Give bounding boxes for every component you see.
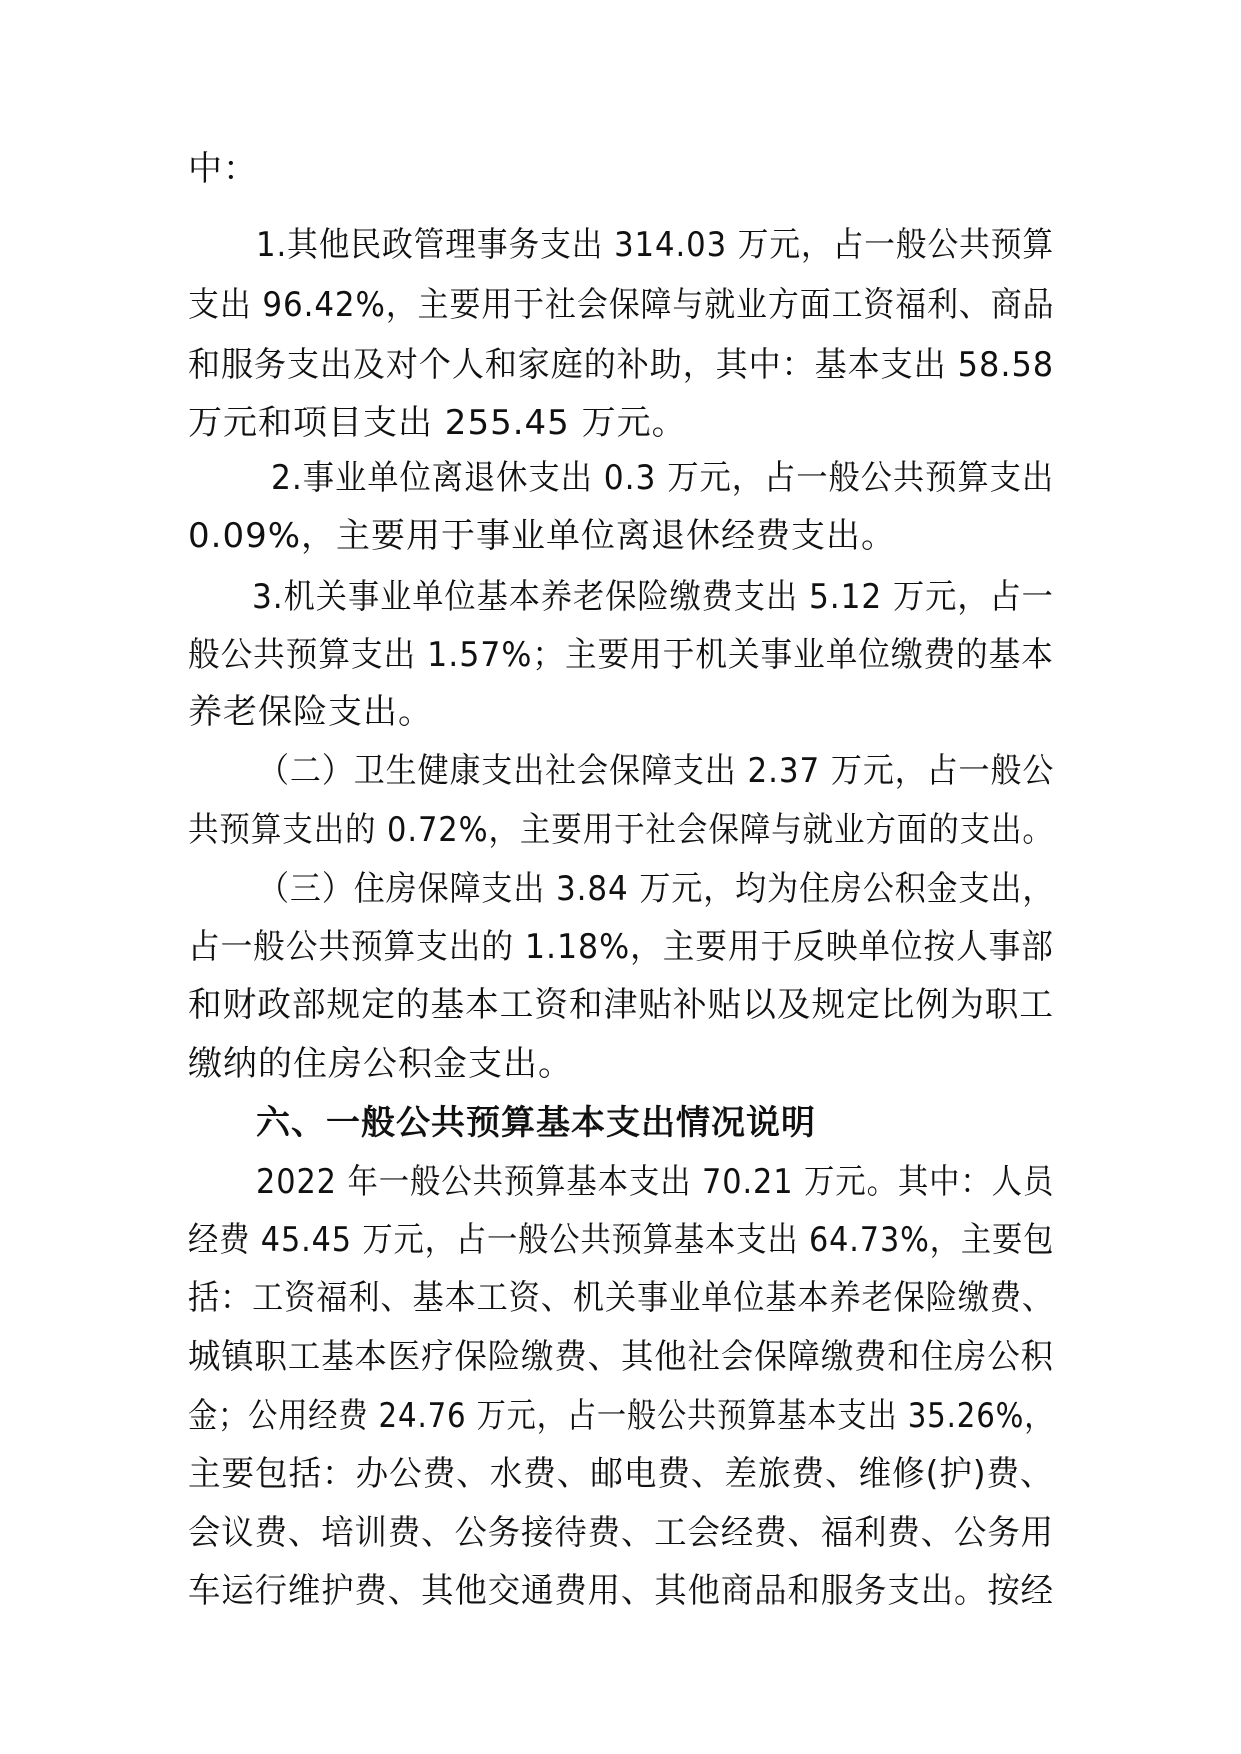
text-line: 0.09%，主要用于事业单位离退休经费支出。 [188, 516, 897, 556]
text-line: 主要包括：办公费、水费、邮电费、差旅费、维修(护)费、 [188, 1454, 1054, 1494]
section-heading: 六、一般公共预算基本支出情况说明 [256, 1103, 816, 1143]
text-line: 2.事业单位离退休支出 0.3 万元，占一般公共预算支出 [271, 458, 1055, 498]
text-line: 1.其他民政管理事务支出 314.03 万元，占一般公共预算 [256, 225, 1054, 265]
text-line: 括：工资福利、基本工资、机关事业单位基本养老保险缴费、 [188, 1278, 1054, 1318]
text-line: 养老保险支出。 [188, 692, 433, 732]
text-line: 缴纳的住房公积金支出。 [188, 1044, 573, 1084]
text-line: 2022 年一般公共预算基本支出 70.21 万元。其中：人员 [256, 1162, 1055, 1202]
text-line: 占一般公共预算支出的 1.18%，主要用于反映单位按人事部 [188, 927, 1054, 967]
text-line: 和服务支出及对个人和家庭的补助，其中：基本支出 58.58 [188, 345, 1055, 385]
text-line: 支出 96.42%，主要用于社会保障与就业方面工资福利、商品 [188, 285, 1055, 325]
text-line: 经费 45.45 万元，占一般公共预算基本支出 64.73%，主要包 [188, 1220, 1055, 1260]
text-line: 万元和项目支出 255.45 万元。 [188, 403, 687, 443]
text-line: 共预算支出的 0.72%，主要用于社会保障与就业方面的支出。 [188, 810, 1054, 850]
text-line: 和财政部规定的基本工资和津贴补贴以及规定比例为职工 [188, 985, 1054, 1025]
text-line: （三）住房保障支出 3.84 万元，均为住房公积金支出， [258, 869, 1055, 909]
text-line: 3.机关事业单位基本养老保险缴费支出 5.12 万元，占一 [252, 577, 1054, 617]
text-line: 车运行维护费、其他交通费用、其他商品和服务支出。按经 [188, 1571, 1054, 1611]
text-line: 金；公用经费 24.76 万元，占一般公共预算基本支出 35.26%， [188, 1396, 1055, 1436]
text-line: （二）卫生健康支出社会保障支出 2.37 万元，占一般公 [258, 751, 1055, 791]
text-line: 会议费、培训费、公务接待费、工会经费、福利费、公务用 [188, 1513, 1054, 1553]
text-line: 城镇职工基本医疗保险缴费、其他社会保障缴费和住房公积 [188, 1337, 1054, 1377]
text-line: 中： [188, 149, 258, 189]
text-line: 般公共预算支出 1.57%；主要用于机关事业单位缴费的基本 [188, 635, 1054, 675]
